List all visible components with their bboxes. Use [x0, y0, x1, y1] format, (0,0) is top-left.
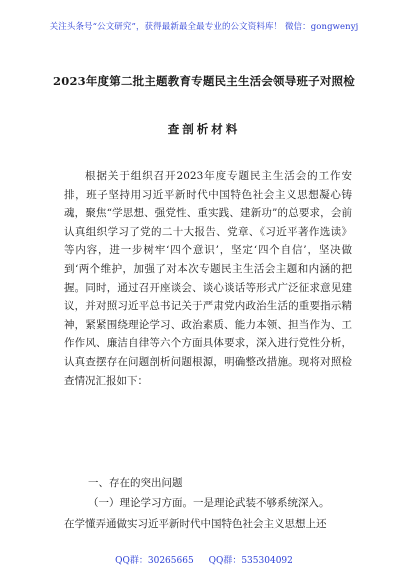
body-paragraph: 根据关于组织召开2023年度专题民主生活会的工作安排，班子坚持用习近平新时代中国特色社会主义思想凝心铸魂，聚焦“学思想、强党性、重实践、建新功”的总要求，会前认真组织学习了党的二十大报告、党章、《习近平著作选读》等内容，进一步树牢‘四个意识’，坚定‘四个自信’，坚决做到‘两个维护，加强了对本次专题民主生活会主题和内涵的把握。同时，通过召开座谈会、谈心谈话等形式广泛征求意见建议，并对照习近平总书记关于严肃党内政治生活的重要指示精神，紧紧围绕理论学习、政治素质、能力本领、担当作为、工作作风、廉洁自律等六个方面具体要求，深入进行党性分析，认真查摆存在问题剖析问题根源，明确整改措施。现将对照检查情况汇报如下： [64, 170, 352, 387]
section-heading: 一、存在的突出问题 [88, 477, 183, 489]
document-subtitle: 查剖析材料 [167, 122, 241, 136]
footer-qq-group-2: QQ群：535304092 [208, 556, 293, 566]
footer-qq-group-1: QQ群：30265665 [115, 556, 194, 566]
footer-note [0, 553, 408, 566]
document-title: 2023年度第二批主题教育专题民主生活会领导班子对照检 [53, 74, 355, 88]
item-heading: （一）理论学习方面。一是理论武装不够系统深入。 [88, 497, 330, 509]
item-continuation: 在学懂弄通做实习近平新时代中国特色社会主义思想上还 [64, 518, 327, 530]
header-note: 关注头条号“公文研究”，获得最新最全最专业的公文资料库！ 微信：gongwenyj [49, 22, 359, 32]
